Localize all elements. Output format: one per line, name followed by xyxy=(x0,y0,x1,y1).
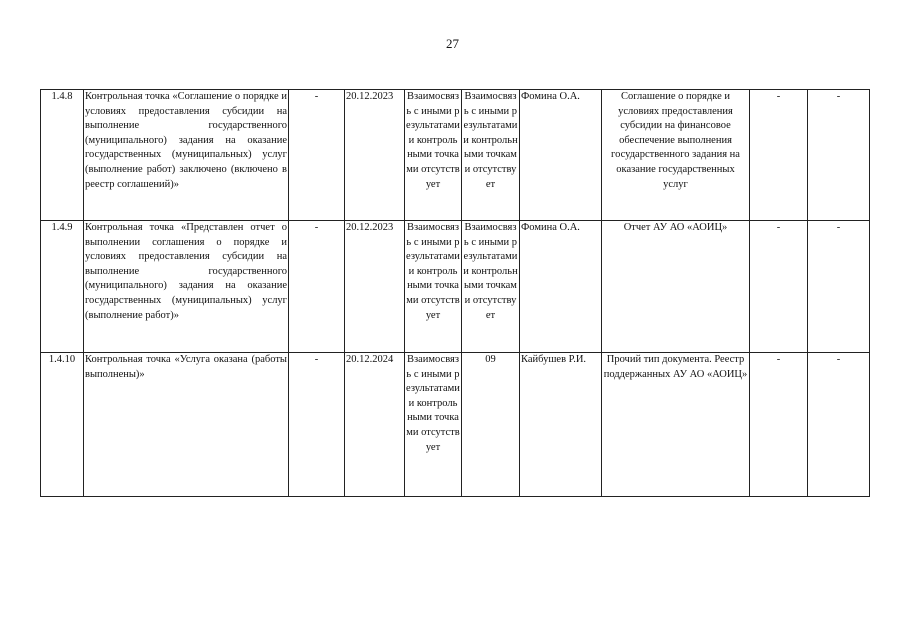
link-prev-cell: Взаимосвязь с иными результатами и контрольными точками отсутствует xyxy=(405,353,462,497)
responsible-cell: Кайбушев Р.И. xyxy=(520,353,602,497)
start-date-cell: - xyxy=(289,90,345,221)
table-row xyxy=(41,221,870,353)
link-prev-cell: Взаимосвязь с иными результатами и контрольными точками отсутствует xyxy=(405,221,462,353)
link-next-cell: Взаимосвязь с иными результатами и контрольными точками отсутствует xyxy=(462,90,520,221)
control-points-table xyxy=(40,89,870,497)
control-point-name: Контрольная точка «Представлен отчет о выполнении соглашения о порядке и условиях предоставления субсидии на выполнение государственного (муниципального) задания на оказание государственных (муниципальных) услуг (выполнение работ)» xyxy=(84,221,289,353)
link-prev-cell: Взаимосвязь с иными результатами и контрольными точками отсутствует xyxy=(405,90,462,221)
col10-cell: - xyxy=(808,90,870,221)
end-date-cell: 20.12.2023 xyxy=(345,90,405,221)
row-number: 1.4.9 xyxy=(41,221,84,353)
responsible-cell: Фомина О.А. xyxy=(520,90,602,221)
row-number: 1.4.8 xyxy=(41,90,84,221)
link-next-cell: Взаимосвязь с иными результатами и контрольными точками отсутствует xyxy=(462,221,520,353)
link-next-cell: 09 xyxy=(462,353,520,497)
col9-cell: - xyxy=(750,353,808,497)
end-date-cell: 20.12.2024 xyxy=(345,353,405,497)
table-row xyxy=(41,90,870,221)
document-cell: Отчет АУ АО «АОИЦ» xyxy=(602,221,750,353)
control-point-name: Контрольная точка «Услуга оказана (работы выполнены)» xyxy=(84,353,289,497)
col9-cell: - xyxy=(750,221,808,353)
row-number: 1.4.10 xyxy=(41,353,84,497)
start-date-cell: - xyxy=(289,221,345,353)
document-cell: Соглашение о порядке и условиях предоставления субсидии на финансовое обеспечение выполнения государственного задания на оказание государственных услуг xyxy=(602,90,750,221)
col10-cell: - xyxy=(808,221,870,353)
document-cell: Прочий тип документа. Реестр поддержанных АУ АО «АОИЦ» xyxy=(602,353,750,497)
control-point-name: Контрольная точка «Соглашение о порядке и условиях предоставления субсидии на выполнение государственного (муниципального) задания на оказание государственных (муниципальных) услуг (выполнение работ) заключено (включено в реестр соглашений)» xyxy=(84,90,289,221)
start-date-cell: - xyxy=(289,353,345,497)
end-date-cell: 20.12.2023 xyxy=(345,221,405,353)
table-row xyxy=(41,353,870,497)
responsible-cell: Фомина О.А. xyxy=(520,221,602,353)
col9-cell: - xyxy=(750,90,808,221)
col10-cell: - xyxy=(808,353,870,497)
page-number: 27 xyxy=(446,36,459,51)
